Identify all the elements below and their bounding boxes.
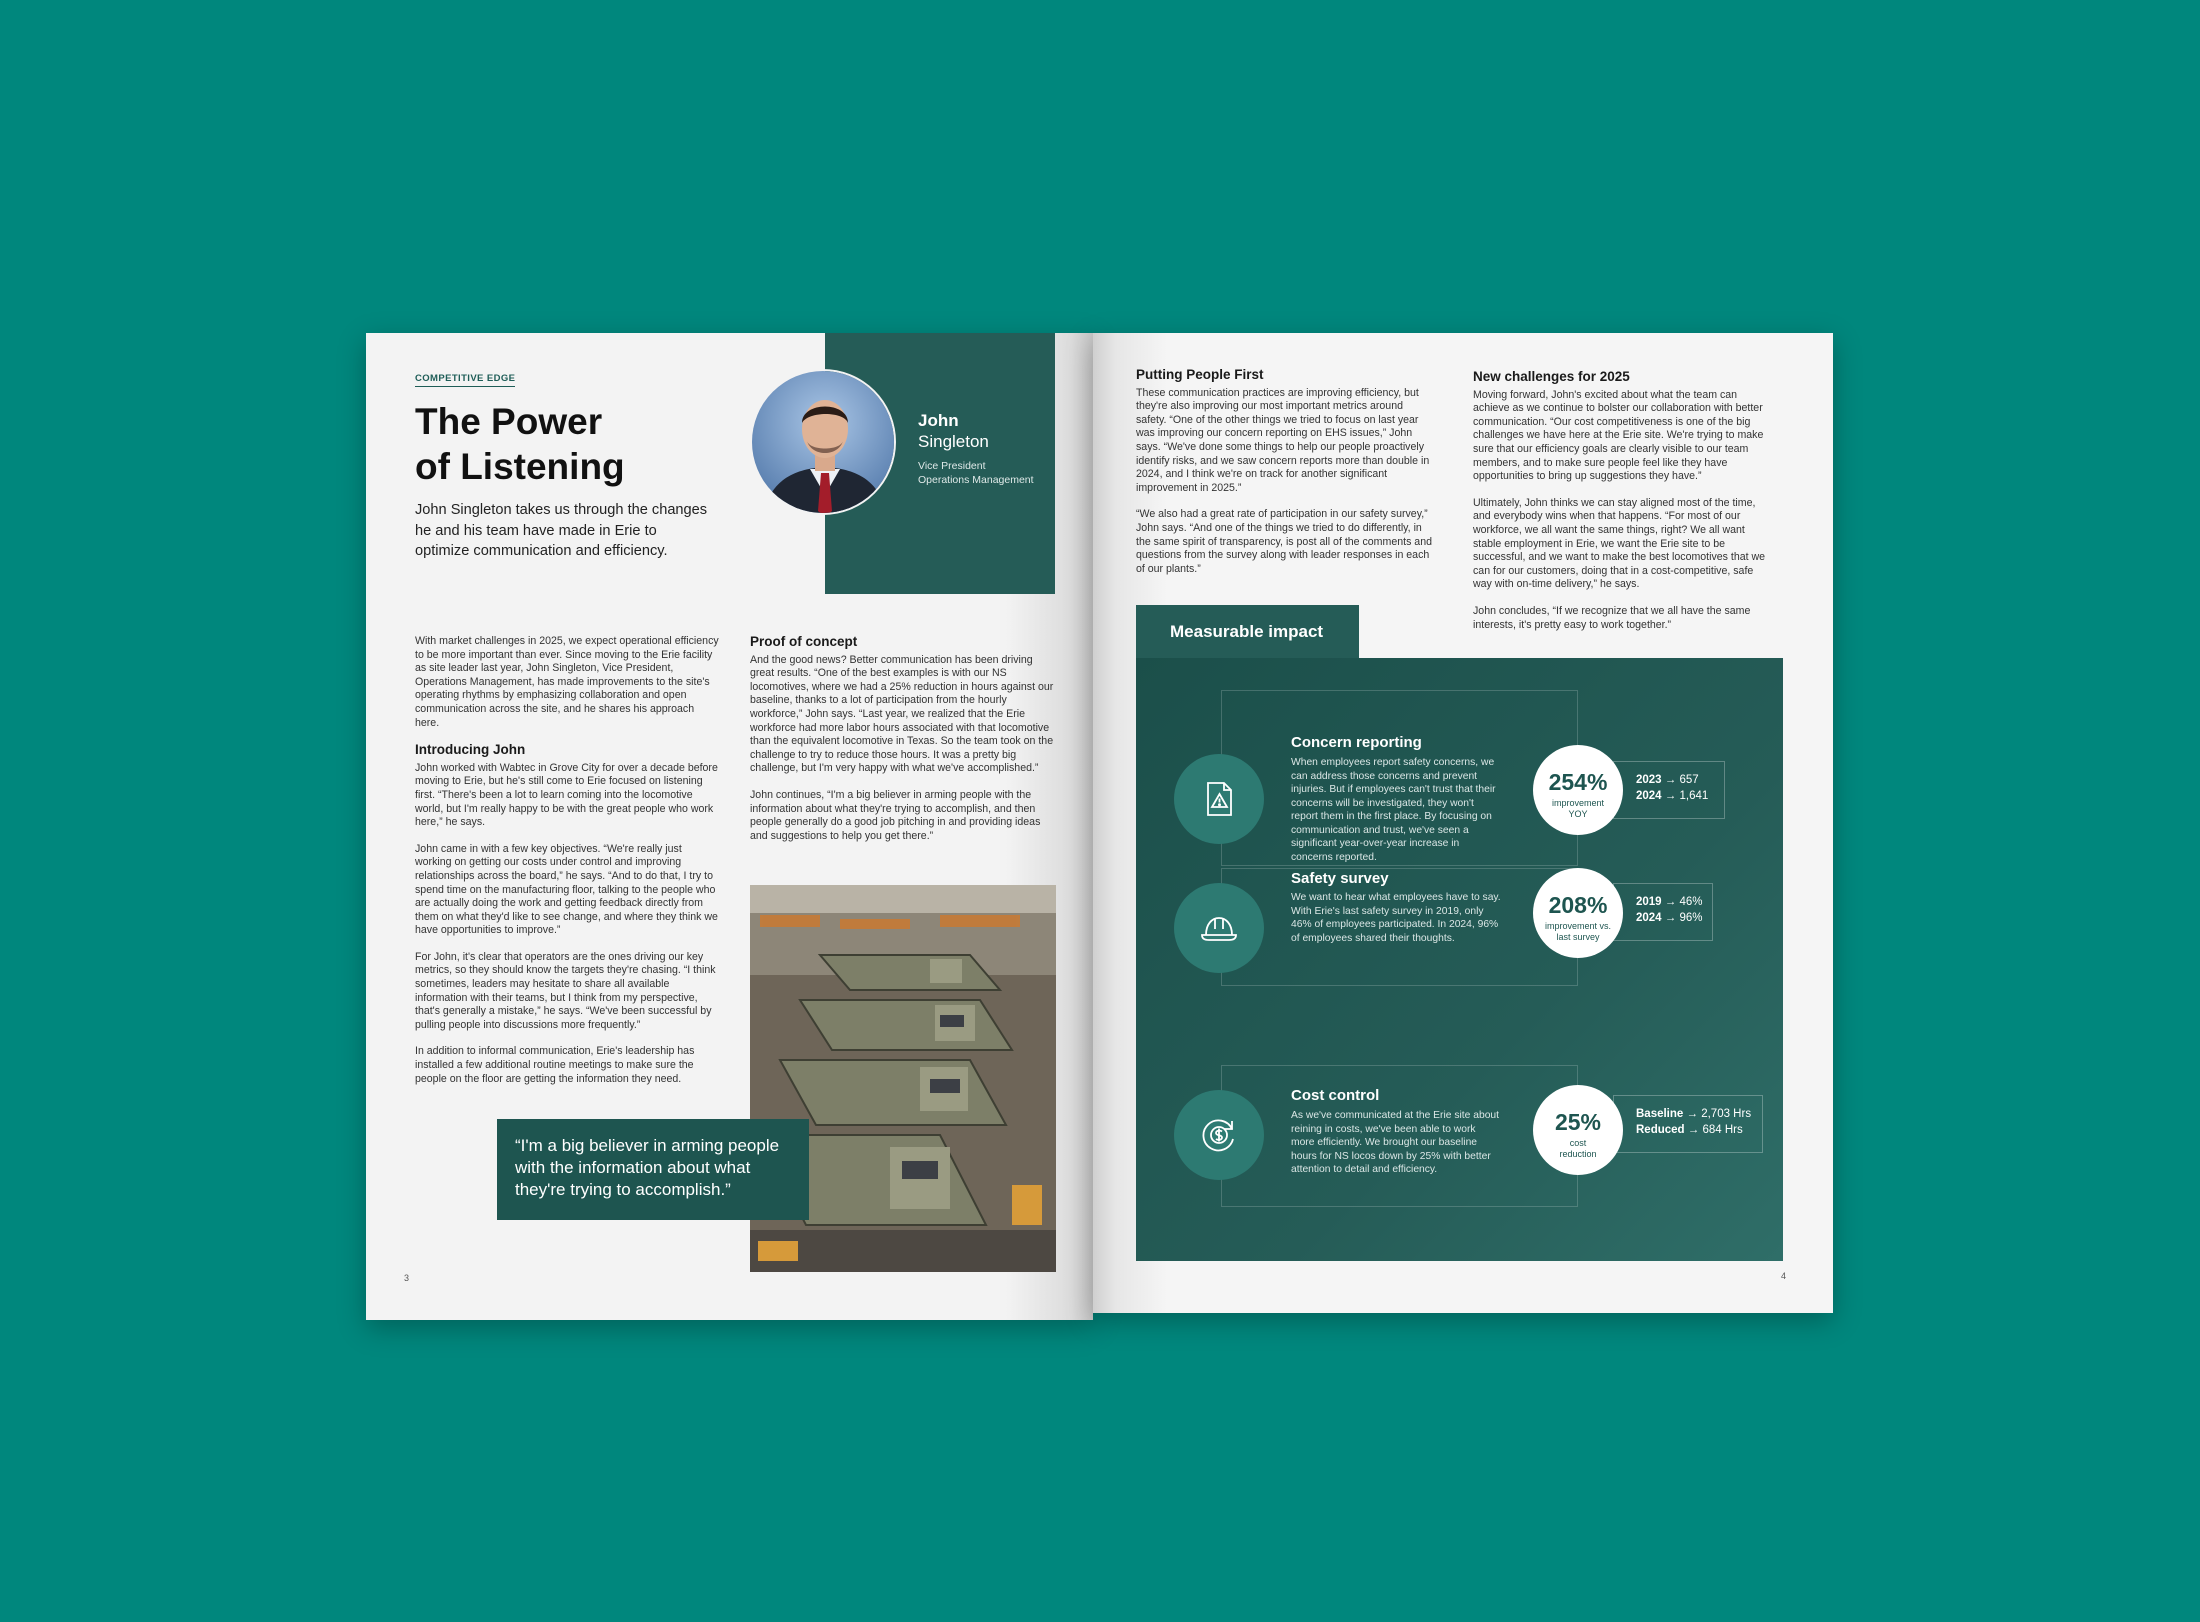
icon-circle bbox=[1174, 883, 1264, 973]
stat-details-box bbox=[1613, 761, 1725, 819]
impact-item-text: We want to hear what employees have to say. With Erie's last safety survey in 2019, only 46% of employees participated. In 2024, 96% of employees shared their thoughts. bbox=[1291, 892, 1501, 944]
section-heading-introducing-john: Introducing John bbox=[415, 742, 526, 758]
stat-circle bbox=[1533, 745, 1623, 835]
impact-title-tab: Measurable impact bbox=[1136, 605, 1359, 658]
stat-line: Baseline → 2,703 Hrs bbox=[1636, 1108, 1752, 1120]
portrait-photo bbox=[750, 369, 896, 515]
impact-item-title: Concern reporting bbox=[1291, 734, 1422, 751]
stat-label: cost reduction bbox=[1559, 1138, 1597, 1159]
stat-line: 2023 → 657 bbox=[1636, 774, 1699, 786]
left-page bbox=[366, 333, 1093, 1320]
left-column-2 bbox=[750, 635, 1055, 856]
impact-item-title: Safety survey bbox=[1291, 870, 1389, 887]
icon-circle bbox=[1174, 754, 1264, 844]
body-paragraph: These communication practices are improving efficiency, but they're also improving our most important metrics around safety. “One of the other things we tried to focus on last year was improving our concern reporting on EHS issues,” John says. “We've done some things to help our people proactively identify risks, and we saw concern reports more than double in 2024, and I think we're on track for another significant improvement in 2025.” bbox=[1136, 386, 1430, 494]
stat-value: 25% bbox=[1554, 1109, 1602, 1135]
impact-item-safety-survey bbox=[1136, 868, 1783, 1048]
intro-paragraph: With market challenges in 2025, we expect operational efficiency to be more important than ever. Since moving to the Erie facility as site leader last year, John Singleton, Vice President, Operations Management, has made improvements to the site's operating rhythms by emphasizing collaboration and open communication across the site, and he shares his approach here. bbox=[415, 635, 719, 729]
profile-role-line-2: Operations Management bbox=[918, 474, 1034, 486]
body-paragraph: Ultimately, John thinks we can stay aligned most of the time, and everybody wins when that happens. “For most of our workforce, we all want the same things, right? We all want stable employment in Erie, we want the Erie site to be successful, and we want to make the best locomotives that we can for our customers, doing that in a cost-competitive, safe way with on-time delivery,” he says. bbox=[1473, 496, 1766, 591]
impact-item-title: Cost control bbox=[1291, 1087, 1380, 1104]
title-line-2: of Listening bbox=[415, 446, 625, 487]
right-column-1 bbox=[1136, 368, 1436, 589]
stat-value: 208% bbox=[1548, 892, 1608, 918]
impact-item-cost-control bbox=[1136, 1065, 1783, 1245]
profile-first-name: John bbox=[918, 411, 959, 430]
stat-details-box bbox=[1613, 1095, 1763, 1153]
body-paragraph: John continues, “I'm a big believer in arming people with the information about what they're trying to accomplish, and then people generally do a good job pitching in and providing ideas and suggestions to help you get there.” bbox=[750, 788, 1041, 842]
impact-item-text: As we've communicated at the Erie site about reining in costs, we've been able to work more efficiently. We brought our baseline hours for NS locos down by 25% with better attention to detail and efficiency. bbox=[1291, 1110, 1500, 1175]
impact-panel bbox=[1136, 658, 1783, 1261]
title-line-1: The Power bbox=[415, 401, 603, 442]
page-number-left: 3 bbox=[404, 1273, 410, 1283]
section-kicker: COMPETITIVE EDGE bbox=[415, 373, 515, 387]
impact-item-concern-reporting bbox=[1136, 680, 1783, 863]
stat-circle bbox=[1533, 1085, 1623, 1175]
page-number-right: 4 bbox=[1781, 1271, 1787, 1281]
body-paragraph: John worked with Wabtec in Grove City for over a decade before moving to Erie, but he's still come to Erie focused on listening first. “There's been a lot to learn coming into the locomotive world, but I'm really happy to be with the great people who work here,” he says. bbox=[415, 761, 718, 829]
article-title bbox=[415, 399, 715, 489]
body-paragraph: For John, it's clear that operators are the ones driving our key metrics, so they should know the targets they're chasing. “I think sometimes, leaders may hesitate to share all available information with their teams, but I think from my perspective, that's generally a mistake,” he says. “We've been successful by pulling people into discussions more frequently.” bbox=[415, 950, 716, 1031]
section-heading-proof-of-concept: Proof of concept bbox=[750, 634, 858, 649]
stat-line: Reduced → 684 Hrs bbox=[1636, 1124, 1743, 1136]
portrait-illustration bbox=[752, 371, 896, 515]
impact-item-text: When employees report safety concerns, we can address those concerns and prevent injuries. But if employees can't trust that their concerns will be investigated, they won't report them in the first place. By focusing on communication and trust, we've seen a significant year-over-year increase in concerns reported. bbox=[1291, 757, 1496, 863]
pull-quote-text: “I'm a big believer in arming people with the information about what they're trying to accomplish.” bbox=[515, 1136, 780, 1199]
stat-line: 2019 → 46% bbox=[1636, 896, 1703, 908]
stat-label: improvement YOY bbox=[1551, 798, 1605, 819]
body-paragraph: John came in with a few key objectives. “We're really just working on getting our costs under control and improving relationships across the board,” he says. “And to do that, I try to spend time on the manufacturing floor, talking to the people who are actually doing the work and getting feedback directly from them on what they'd like to see change, and where they think we have opportunities to improve.” bbox=[415, 842, 718, 937]
body-paragraph: “We also had a great rate of participation in our safety survey,” John says. “And one of the things we tried to do differently, in the same spirit of transparency, is post all of the comments and questions from the survey along with leader responses in each of our plants.” bbox=[1136, 508, 1432, 575]
stat-label: improvement vs. last survey bbox=[1544, 921, 1612, 942]
stat-circle bbox=[1533, 868, 1623, 958]
pull-quote-box bbox=[497, 1119, 809, 1220]
body-paragraph: John concludes, “If we recognize that we all have the same interests, it's pretty easy to work together.” bbox=[1473, 604, 1751, 631]
icon-circle bbox=[1174, 1090, 1264, 1180]
section-heading-putting-people-first: Putting People First bbox=[1136, 367, 1264, 382]
left-column-1 bbox=[415, 635, 720, 1099]
stat-value: 254% bbox=[1548, 769, 1608, 795]
body-paragraph: And the good news? Better communication has been driving great results. “One of the best examples is with our NS locomotives, where we had a 25% reduction in hours against our baseline, thanks to a lot of participation from the hourly workforce,” John says. “Last year, we realized that the Erie workforce had more labor hours associated with that locomotive than the equivalent locomotive in Texas. So the team took on the challenge to try to reduce those hours. It was a pretty big challenge, but I'm very happy with what we've accomplished.” bbox=[750, 653, 1054, 775]
stat-line: 2024 → 1,641 bbox=[1636, 790, 1709, 802]
profile-role-line-1: Vice President bbox=[918, 460, 986, 472]
body-paragraph: Moving forward, John's excited about what the team can achieve as we continue to bolster our collaboration with better communication. “Our cost competitiveness is one of the big challenges we have here at the Erie site. We're trying to make sure that our efficiency goals are clearly visible to our team members, and to make sure people feel like they have opportunities to bring up suggestions they have.” bbox=[1473, 388, 1764, 483]
stat-line: 2024 → 96% bbox=[1636, 912, 1703, 924]
body-paragraph: In addition to informal communication, Erie's leadership has installed a few additional routine meetings to make sure the people on the floor are getting the information they need. bbox=[415, 1045, 695, 1085]
section-heading-new-challenges: New challenges for 2025 bbox=[1473, 369, 1630, 384]
stat-details-box bbox=[1613, 883, 1713, 941]
right-page bbox=[1093, 333, 1833, 1313]
profile-last-name: Singleton bbox=[918, 432, 989, 451]
right-column-2 bbox=[1473, 370, 1773, 645]
article-subtitle: John Singleton takes us through the changes he and his team have made in Erie to optimize communication and efficiency. bbox=[415, 502, 708, 559]
